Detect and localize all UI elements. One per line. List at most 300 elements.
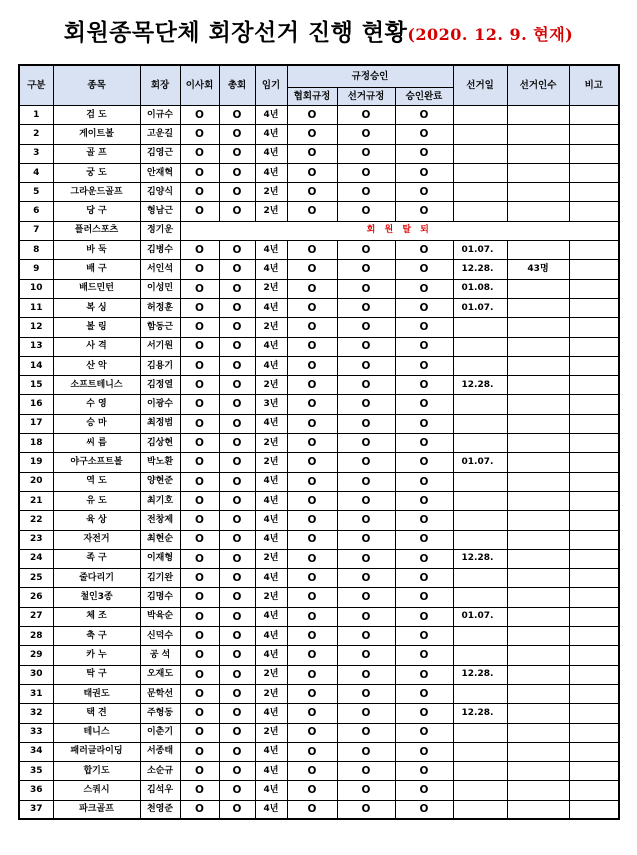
cell-assoc-rules: O: [287, 163, 337, 182]
cell-term: 2년: [255, 723, 287, 742]
cell-assoc-rules: O: [287, 607, 337, 626]
cell-election-date: [453, 434, 507, 453]
cell-president: 안재혁: [140, 163, 180, 182]
cell-approval-done: O: [395, 665, 453, 684]
table-row: [19, 530, 619, 549]
cell-general: O: [219, 627, 255, 646]
cell-general: O: [219, 742, 255, 761]
cell-no: 33: [19, 723, 53, 742]
cell-general: O: [219, 183, 255, 202]
cell-election-date: [453, 356, 507, 375]
cell-election-rules: O: [337, 762, 395, 781]
cell-approval-done: O: [395, 549, 453, 568]
cell-president: 전창제: [140, 511, 180, 530]
cell-sport: 승 마: [53, 414, 140, 433]
cell-remarks: [569, 125, 619, 144]
cell-election-date: [453, 337, 507, 356]
cell-general: O: [219, 395, 255, 414]
cell-board: O: [180, 241, 219, 260]
cell-term: 4년: [255, 742, 287, 761]
cell-sport: 플러스포츠: [53, 221, 140, 240]
cell-sport: 볼 링: [53, 318, 140, 337]
cell-no: 29: [19, 646, 53, 665]
cell-sport: 야구소프트볼: [53, 453, 140, 472]
cell-term: 2년: [255, 318, 287, 337]
cell-election-date: [453, 684, 507, 703]
cell-election-rules: O: [337, 549, 395, 568]
cell-sport: 철인3종: [53, 588, 140, 607]
cell-electors: [507, 202, 569, 221]
cell-term: 2년: [255, 549, 287, 568]
cell-no: 36: [19, 781, 53, 800]
cell-remarks: [569, 530, 619, 549]
cell-assoc-rules: O: [287, 279, 337, 298]
cell-general: O: [219, 356, 255, 375]
cell-term: 4년: [255, 298, 287, 317]
table-row: [19, 414, 619, 433]
cell-general: O: [219, 800, 255, 819]
cell-remarks: [569, 279, 619, 298]
cell-approval-done: O: [395, 569, 453, 588]
cell-no: 25: [19, 569, 53, 588]
cell-electors: 43명: [507, 260, 569, 279]
cell-assoc-rules: O: [287, 298, 337, 317]
cell-assoc-rules: O: [287, 762, 337, 781]
cell-no: 30: [19, 665, 53, 684]
cell-president: 김기완: [140, 569, 180, 588]
table-row: [19, 781, 619, 800]
cell-term: 4년: [255, 762, 287, 781]
cell-approval-done: O: [395, 298, 453, 317]
cell-assoc-rules: O: [287, 337, 337, 356]
cell-approval-done: O: [395, 260, 453, 279]
cell-board: O: [180, 472, 219, 491]
cell-term: 2년: [255, 453, 287, 472]
cell-election-rules: O: [337, 376, 395, 395]
cell-assoc-rules: O: [287, 684, 337, 703]
cell-sport: 축 구: [53, 627, 140, 646]
cell-election-date: [453, 125, 507, 144]
cell-election-rules: O: [337, 144, 395, 163]
cell-term: 4년: [255, 800, 287, 819]
cell-election-rules: O: [337, 723, 395, 742]
cell-sport: 검 도: [53, 106, 140, 125]
cell-election-rules: O: [337, 279, 395, 298]
cell-electors: [507, 106, 569, 125]
cell-electors: [507, 511, 569, 530]
cell-approval-done: O: [395, 106, 453, 125]
cell-assoc-rules: O: [287, 125, 337, 144]
cell-sport: 줄다리기: [53, 569, 140, 588]
table-row: [19, 106, 619, 125]
cell-no: 6: [19, 202, 53, 221]
cell-president: 김상현: [140, 434, 180, 453]
title-text: 회원종목단체 회장선거 진행 현황: [63, 19, 408, 46]
cell-assoc-rules: O: [287, 202, 337, 221]
cell-board: O: [180, 704, 219, 723]
table-row: [19, 627, 619, 646]
cell-term: 4년: [255, 163, 287, 182]
cell-sport: 복 싱: [53, 298, 140, 317]
cell-term: 4년: [255, 144, 287, 163]
cell-election-rules: O: [337, 569, 395, 588]
cell-electors: [507, 646, 569, 665]
cell-election-rules: O: [337, 800, 395, 819]
cell-board: O: [180, 395, 219, 414]
cell-board: O: [180, 376, 219, 395]
cell-assoc-rules: O: [287, 472, 337, 491]
cell-general: O: [219, 704, 255, 723]
cell-electors: [507, 472, 569, 491]
cell-no: 8: [19, 241, 53, 260]
cell-approval-done: O: [395, 356, 453, 375]
cell-board: O: [180, 530, 219, 549]
cell-general: O: [219, 491, 255, 510]
cell-election-date: [453, 202, 507, 221]
cell-president: 김병수: [140, 241, 180, 260]
table-row: [19, 125, 619, 144]
table-row: [19, 453, 619, 472]
cell-remarks: [569, 202, 619, 221]
cell-approval-done: O: [395, 742, 453, 761]
cell-president: 허정훈: [140, 298, 180, 317]
cell-election-date: [453, 144, 507, 163]
cell-no: 3: [19, 144, 53, 163]
table-row: [19, 588, 619, 607]
cell-election-date: 12.28.: [453, 549, 507, 568]
cell-board: O: [180, 106, 219, 125]
cell-president: 주형동: [140, 704, 180, 723]
cell-election-rules: O: [337, 742, 395, 761]
cell-election-date: 12.28.: [453, 376, 507, 395]
cell-assoc-rules: O: [287, 144, 337, 163]
cell-election-date: [453, 723, 507, 742]
cell-president: 이재형: [140, 549, 180, 568]
cell-general: O: [219, 723, 255, 742]
cell-remarks: [569, 588, 619, 607]
cell-no: 32: [19, 704, 53, 723]
cell-no: 20: [19, 472, 53, 491]
cell-electors: [507, 627, 569, 646]
cell-president: 천영준: [140, 800, 180, 819]
table-row: [19, 376, 619, 395]
cell-assoc-rules: O: [287, 588, 337, 607]
cell-electors: [507, 762, 569, 781]
cell-general: O: [219, 549, 255, 568]
cell-sport: 패러글라이딩: [53, 742, 140, 761]
cell-board: O: [180, 665, 219, 684]
cell-approval-done: O: [395, 125, 453, 144]
cell-no: 35: [19, 762, 53, 781]
cell-electors: [507, 781, 569, 800]
cell-general: O: [219, 781, 255, 800]
cell-remarks: [569, 607, 619, 626]
cell-assoc-rules: O: [287, 434, 337, 453]
cell-sport: 사 격: [53, 337, 140, 356]
cell-sport: 골 프: [53, 144, 140, 163]
cell-assoc-rules: O: [287, 530, 337, 549]
cell-sport: 카 누: [53, 646, 140, 665]
cell-approval-done: O: [395, 279, 453, 298]
cell-sport: 소프트테니스: [53, 376, 140, 395]
cell-election-rules: O: [337, 684, 395, 703]
table-row: [19, 549, 619, 568]
cell-sport: 궁 도: [53, 163, 140, 182]
cell-electors: [507, 298, 569, 317]
cell-election-date: 01.07.: [453, 298, 507, 317]
cell-assoc-rules: O: [287, 665, 337, 684]
cell-election-date: [453, 163, 507, 182]
cell-term: 4년: [255, 472, 287, 491]
cell-assoc-rules: O: [287, 569, 337, 588]
cell-sport: 자전거: [53, 530, 140, 549]
table-row: [19, 298, 619, 317]
cell-president: 이춘기: [140, 723, 180, 742]
cell-election-date: [453, 183, 507, 202]
cell-term: 2년: [255, 434, 287, 453]
cell-board: O: [180, 279, 219, 298]
cell-assoc-rules: O: [287, 106, 337, 125]
cell-sport: 역 도: [53, 472, 140, 491]
cell-remarks: [569, 395, 619, 414]
cell-electors: [507, 588, 569, 607]
cell-general: O: [219, 453, 255, 472]
cell-remarks: [569, 106, 619, 125]
cell-assoc-rules: O: [287, 376, 337, 395]
cell-assoc-rules: O: [287, 183, 337, 202]
cell-election-rules: O: [337, 318, 395, 337]
header-president: 회장: [140, 65, 180, 106]
cell-term: 4년: [255, 569, 287, 588]
header-no: 구분: [19, 65, 53, 106]
cell-electors: [507, 125, 569, 144]
cell-electors: [507, 665, 569, 684]
cell-remarks: [569, 376, 619, 395]
table-row: [19, 202, 619, 221]
cell-election-date: [453, 800, 507, 819]
header-rules-approval: 규정승인: [287, 65, 453, 88]
table-row: [19, 279, 619, 298]
cell-no: 14: [19, 356, 53, 375]
cell-election-date: 12.28.: [453, 260, 507, 279]
cell-board: O: [180, 453, 219, 472]
header-election-date: 선거일: [453, 65, 507, 106]
cell-election-rules: O: [337, 356, 395, 375]
cell-no: 13: [19, 337, 53, 356]
cell-no: 19: [19, 453, 53, 472]
cell-no: 12: [19, 318, 53, 337]
cell-remarks: [569, 781, 619, 800]
cell-electors: [507, 704, 569, 723]
cell-term: 4년: [255, 646, 287, 665]
cell-president: 김양식: [140, 183, 180, 202]
table-row: [19, 356, 619, 375]
cell-assoc-rules: O: [287, 241, 337, 260]
cell-remarks: [569, 241, 619, 260]
cell-president: 김석우: [140, 781, 180, 800]
cell-approval-done: O: [395, 453, 453, 472]
cell-president: 문학선: [140, 684, 180, 703]
table-row: [19, 260, 619, 279]
cell-general: O: [219, 202, 255, 221]
cell-board: O: [180, 569, 219, 588]
cell-electors: [507, 356, 569, 375]
cell-election-date: [453, 646, 507, 665]
table-row: [19, 491, 619, 510]
cell-term: 2년: [255, 665, 287, 684]
cell-approval-done: O: [395, 144, 453, 163]
cell-remarks: [569, 472, 619, 491]
cell-electors: [507, 453, 569, 472]
cell-election-date: 01.07.: [453, 453, 507, 472]
withdrawn-note: 회 원 탈 퇴: [180, 221, 619, 240]
cell-election-date: [453, 491, 507, 510]
cell-no: 26: [19, 588, 53, 607]
cell-board: O: [180, 125, 219, 144]
cell-assoc-rules: O: [287, 800, 337, 819]
cell-no: 9: [19, 260, 53, 279]
cell-board: O: [180, 607, 219, 626]
cell-no: 23: [19, 530, 53, 549]
page-title: [0, 14, 637, 47]
cell-board: O: [180, 511, 219, 530]
cell-election-date: [453, 530, 507, 549]
header-sport: 종목: [53, 65, 140, 106]
cell-general: O: [219, 530, 255, 549]
cell-approval-done: O: [395, 414, 453, 433]
cell-electors: [507, 163, 569, 182]
cell-term: 4년: [255, 491, 287, 510]
cell-electors: [507, 530, 569, 549]
cell-election-rules: O: [337, 511, 395, 530]
cell-board: O: [180, 414, 219, 433]
cell-election-rules: O: [337, 627, 395, 646]
cell-remarks: [569, 627, 619, 646]
cell-board: O: [180, 298, 219, 317]
cell-no: 31: [19, 684, 53, 703]
cell-sport: 유 도: [53, 491, 140, 510]
cell-president: 신덕수: [140, 627, 180, 646]
cell-remarks: [569, 569, 619, 588]
cell-remarks: [569, 163, 619, 182]
cell-election-date: [453, 472, 507, 491]
cell-election-rules: O: [337, 125, 395, 144]
header-election-rules: 선거규정: [337, 88, 395, 106]
cell-sport: 그라운드골프: [53, 183, 140, 202]
cell-no: 5: [19, 183, 53, 202]
cell-board: O: [180, 491, 219, 510]
header-term: 임기: [255, 65, 287, 106]
cell-election-date: [453, 395, 507, 414]
cell-electors: [507, 607, 569, 626]
cell-election-rules: O: [337, 646, 395, 665]
table-row: [19, 684, 619, 703]
cell-remarks: [569, 318, 619, 337]
cell-no: 16: [19, 395, 53, 414]
cell-election-rules: O: [337, 241, 395, 260]
cell-electors: [507, 800, 569, 819]
cell-remarks: [569, 260, 619, 279]
table-row: [19, 144, 619, 163]
cell-board: O: [180, 318, 219, 337]
cell-president: 박육순: [140, 607, 180, 626]
cell-sport: 산 악: [53, 356, 140, 375]
cell-general: O: [219, 646, 255, 665]
cell-remarks: [569, 684, 619, 703]
cell-term: 4년: [255, 260, 287, 279]
cell-president: 함동근: [140, 318, 180, 337]
cell-remarks: [569, 665, 619, 684]
cell-election-rules: O: [337, 395, 395, 414]
cell-board: O: [180, 723, 219, 742]
cell-approval-done: O: [395, 511, 453, 530]
cell-remarks: [569, 356, 619, 375]
cell-election-rules: O: [337, 781, 395, 800]
cell-election-rules: O: [337, 163, 395, 182]
cell-approval-done: O: [395, 781, 453, 800]
cell-general: O: [219, 588, 255, 607]
cell-no: 24: [19, 549, 53, 568]
cell-election-rules: O: [337, 337, 395, 356]
cell-election-date: 12.28.: [453, 665, 507, 684]
cell-election-date: [453, 106, 507, 125]
cell-election-rules: O: [337, 106, 395, 125]
cell-assoc-rules: O: [287, 511, 337, 530]
cell-remarks: [569, 723, 619, 742]
cell-term: 4년: [255, 241, 287, 260]
cell-sport: 바 둑: [53, 241, 140, 260]
cell-remarks: [569, 183, 619, 202]
cell-board: O: [180, 183, 219, 202]
cell-no: 21: [19, 491, 53, 510]
cell-election-rules: O: [337, 434, 395, 453]
cell-electors: [507, 241, 569, 260]
cell-board: O: [180, 356, 219, 375]
cell-president: 서종태: [140, 742, 180, 761]
cell-board: O: [180, 627, 219, 646]
cell-no: 17: [19, 414, 53, 433]
cell-election-rules: O: [337, 588, 395, 607]
cell-term: 4년: [255, 511, 287, 530]
cell-general: O: [219, 144, 255, 163]
cell-election-date: [453, 414, 507, 433]
cell-electors: [507, 318, 569, 337]
cell-assoc-rules: O: [287, 260, 337, 279]
cell-electors: [507, 723, 569, 742]
cell-general: O: [219, 472, 255, 491]
cell-president: 공 석: [140, 646, 180, 665]
cell-electors: [507, 434, 569, 453]
cell-general: O: [219, 260, 255, 279]
cell-approval-done: O: [395, 318, 453, 337]
cell-electors: [507, 337, 569, 356]
cell-remarks: [569, 491, 619, 510]
cell-general: O: [219, 125, 255, 144]
table-row: [19, 241, 619, 260]
cell-sport: 탁 구: [53, 665, 140, 684]
cell-assoc-rules: O: [287, 704, 337, 723]
cell-electors: [507, 549, 569, 568]
cell-approval-done: O: [395, 800, 453, 819]
cell-president: 최기호: [140, 491, 180, 510]
cell-general: O: [219, 241, 255, 260]
cell-term: 4년: [255, 337, 287, 356]
cell-remarks: [569, 762, 619, 781]
table-row: [19, 742, 619, 761]
cell-election-date: [453, 588, 507, 607]
cell-general: O: [219, 569, 255, 588]
cell-term: 2년: [255, 588, 287, 607]
